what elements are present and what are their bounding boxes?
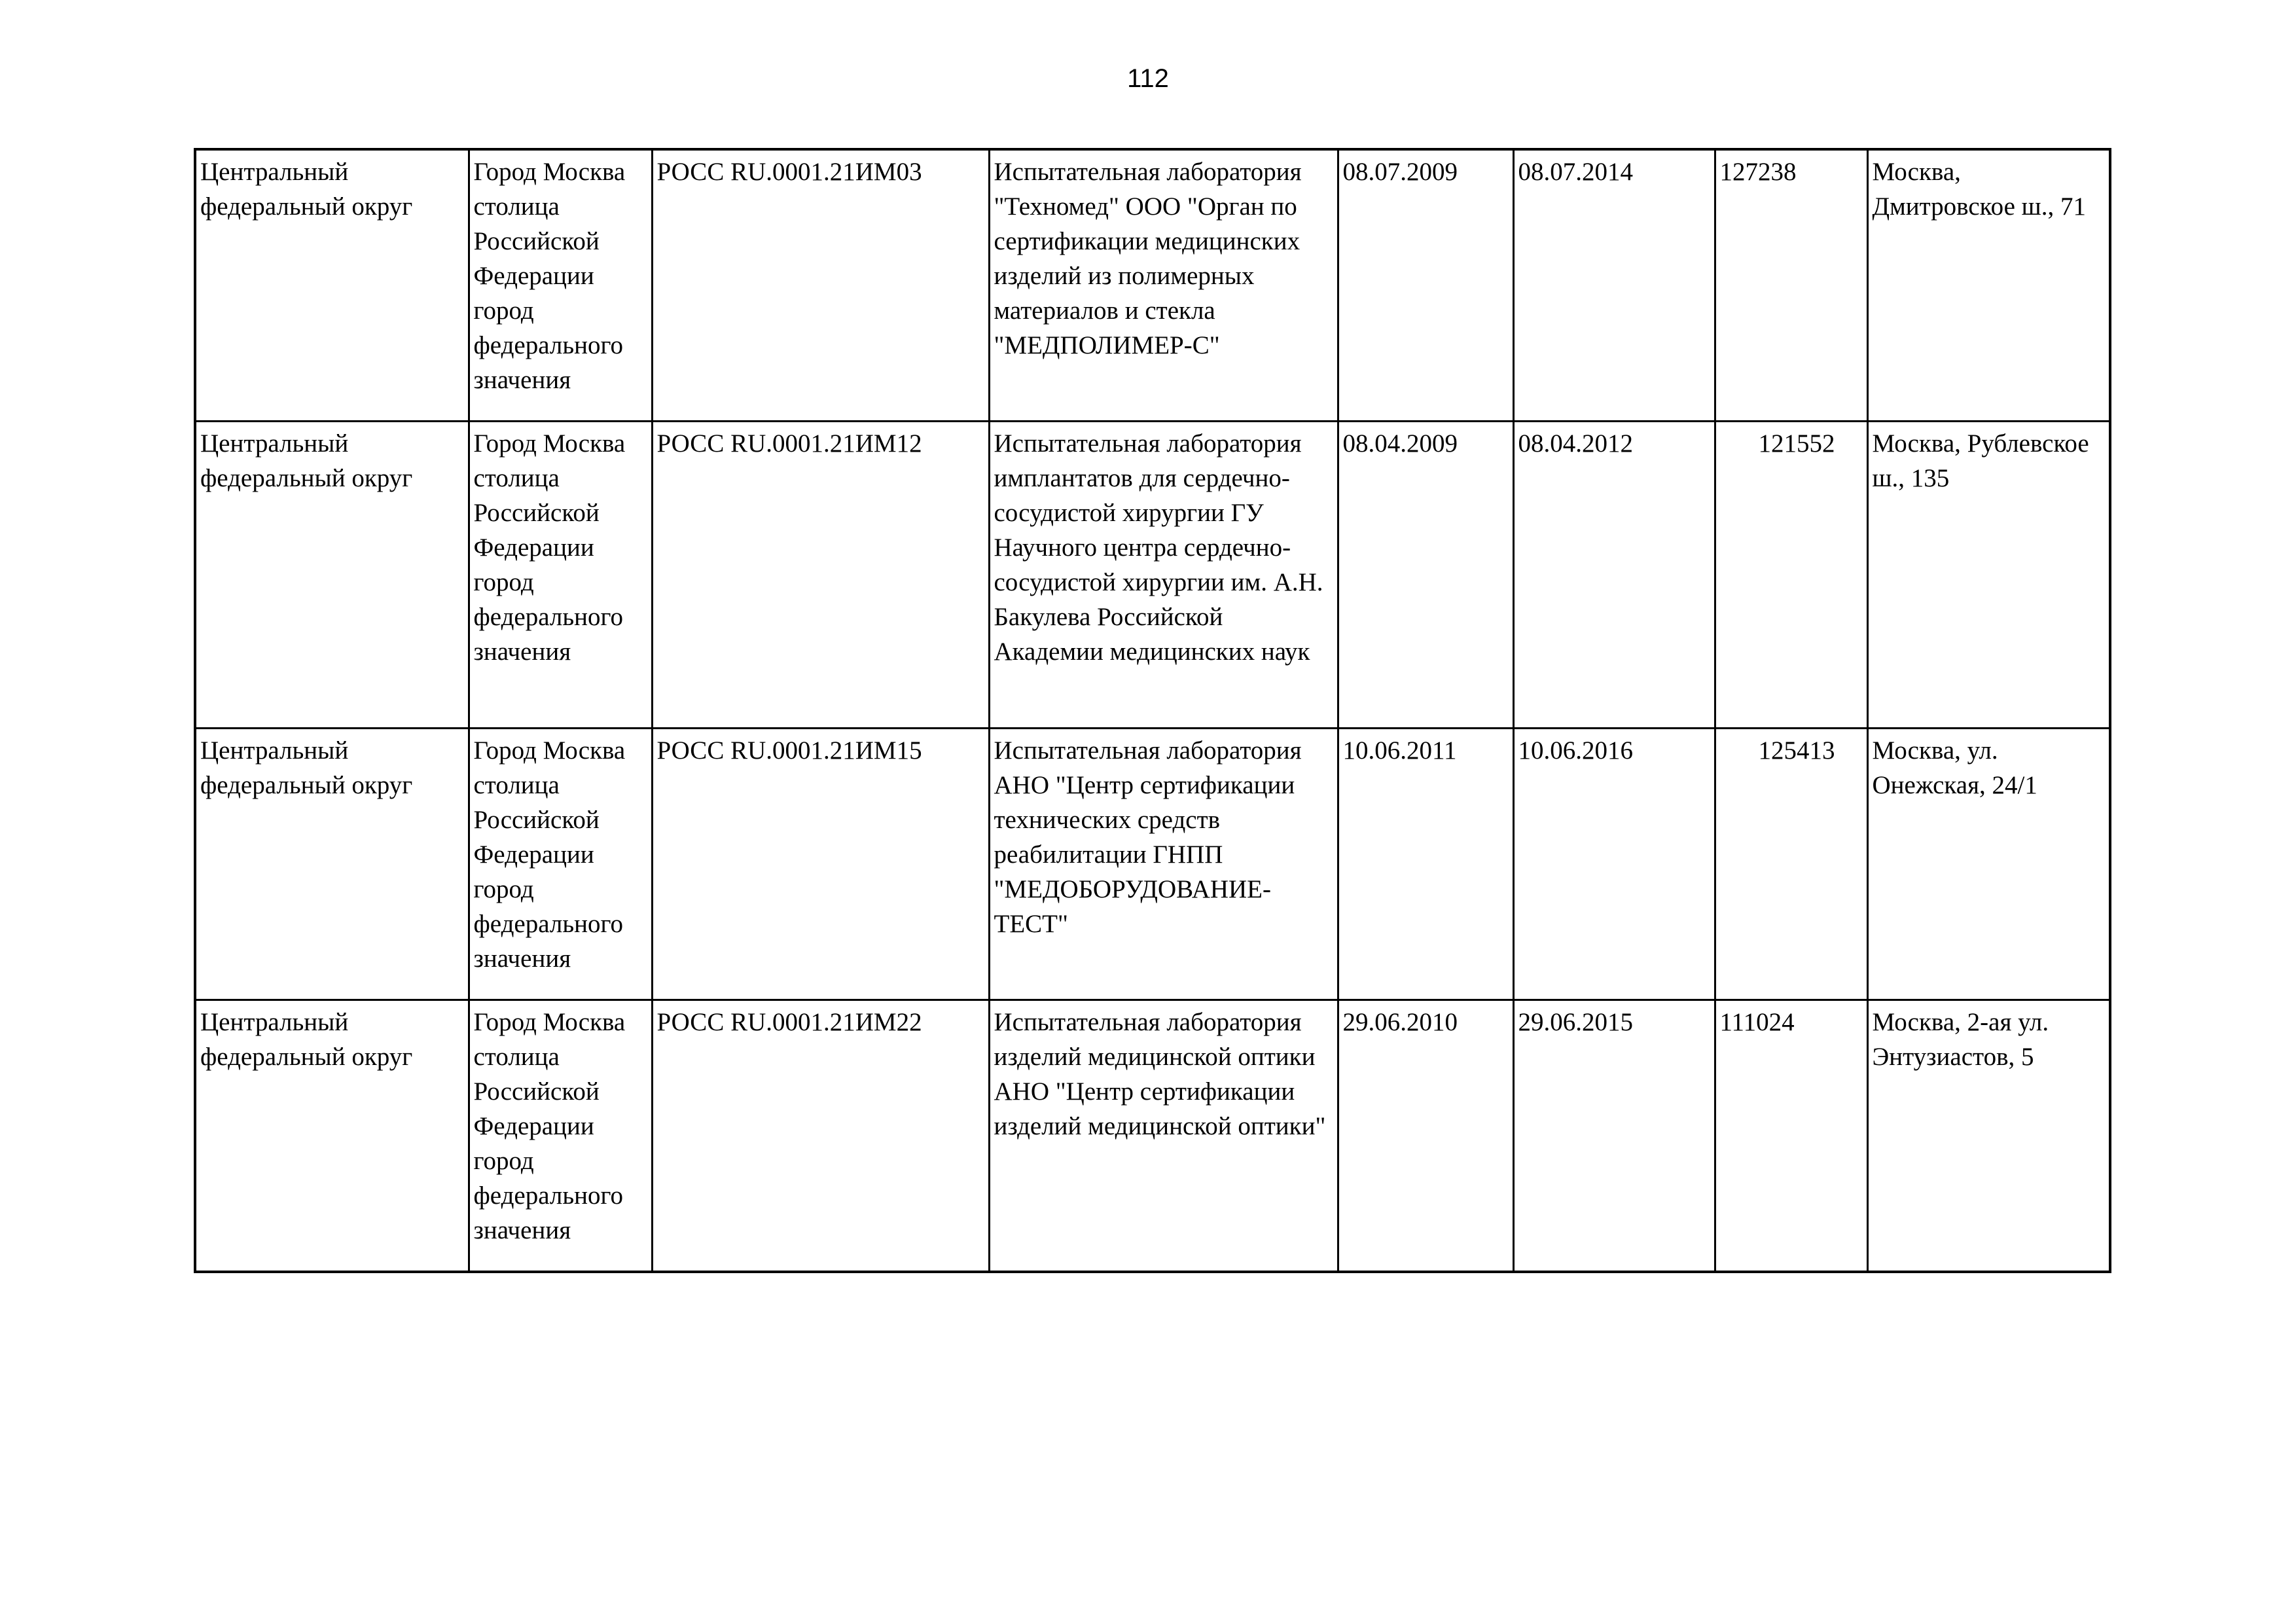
address-cell: Москва, Дмитровское ш., 71: [1867, 149, 2110, 422]
region-cell: Город Москва столица Российской Федерации город федерального значения: [469, 1000, 652, 1272]
district-cell: Центральный федеральный округ: [195, 149, 469, 422]
date-from-cell: 29.06.2010: [1338, 1000, 1513, 1272]
organization-cell: Испытательная лаборатория "Техномед" ООО "Орган по сертификации медицинских изделий из полимерных материалов и стекла "МЕДПОЛИМЕР-С": [989, 149, 1338, 422]
district-cell: Центральный федеральный округ: [195, 729, 469, 1000]
postal-code-cell: 111024: [1715, 1000, 1867, 1272]
address-cell: Москва, ул. Онежская, 24/1: [1867, 729, 2110, 1000]
date-to-cell: 10.06.2016: [1513, 729, 1715, 1000]
code-cell: РОСС RU.0001.21ИМ03: [652, 149, 989, 422]
date-from-cell: 08.04.2009: [1338, 422, 1513, 729]
region-cell: Город Москва столица Российской Федерации город федерального значения: [469, 149, 652, 422]
page-number: 112: [1127, 64, 1169, 93]
postal-code-cell: 127238: [1715, 149, 1867, 422]
date-from-cell: 08.07.2009: [1338, 149, 1513, 422]
address-cell: Москва, Рублевское ш., 135: [1867, 422, 2110, 729]
table-row: [195, 149, 2110, 422]
table-row: [195, 422, 2110, 729]
region-cell: Город Москва столица Российской Федерации город федерального значения: [469, 422, 652, 729]
table-row: [195, 729, 2110, 1000]
address-cell: Москва, 2-ая ул. Энтузиастов, 5: [1867, 1000, 2110, 1272]
organization-cell: Испытательная лаборатория изделий медицинской оптики АНО "Центр сертификации изделий медицинской оптики": [989, 1000, 1338, 1272]
date-to-cell: 08.04.2012: [1513, 422, 1715, 729]
postal-code-cell: 121552: [1715, 422, 1867, 729]
district-cell: Центральный федеральный округ: [195, 422, 469, 729]
postal-code-cell: 125413: [1715, 729, 1867, 1000]
code-cell: РОСС RU.0001.21ИМ12: [652, 422, 989, 729]
district-cell: Центральный федеральный округ: [195, 1000, 469, 1272]
code-cell: РОСС RU.0001.21ИМ15: [652, 729, 989, 1000]
organization-cell: Испытательная лаборатория АНО "Центр сертификации технических средств реабилитации ГНПП "МЕДОБОРУДОВАНИЕ-ТЕСТ": [989, 729, 1338, 1000]
organization-cell: Испытательная лаборатория имплантатов для сердечно-сосудистой хирургии ГУ Научного центра сердечно-сосудистой хирургии им. А.Н. Бакулева Российской Академии медицинских наук: [989, 422, 1338, 729]
date-from-cell: 10.06.2011: [1338, 729, 1513, 1000]
region-cell: Город Москва столица Российской Федерации город федерального значения: [469, 729, 652, 1000]
table-row: [195, 1000, 2110, 1272]
date-to-cell: 29.06.2015: [1513, 1000, 1715, 1272]
code-cell: РОСС RU.0001.21ИМ22: [652, 1000, 989, 1272]
accreditation-table: [194, 148, 2111, 1273]
date-to-cell: 08.07.2014: [1513, 149, 1715, 422]
